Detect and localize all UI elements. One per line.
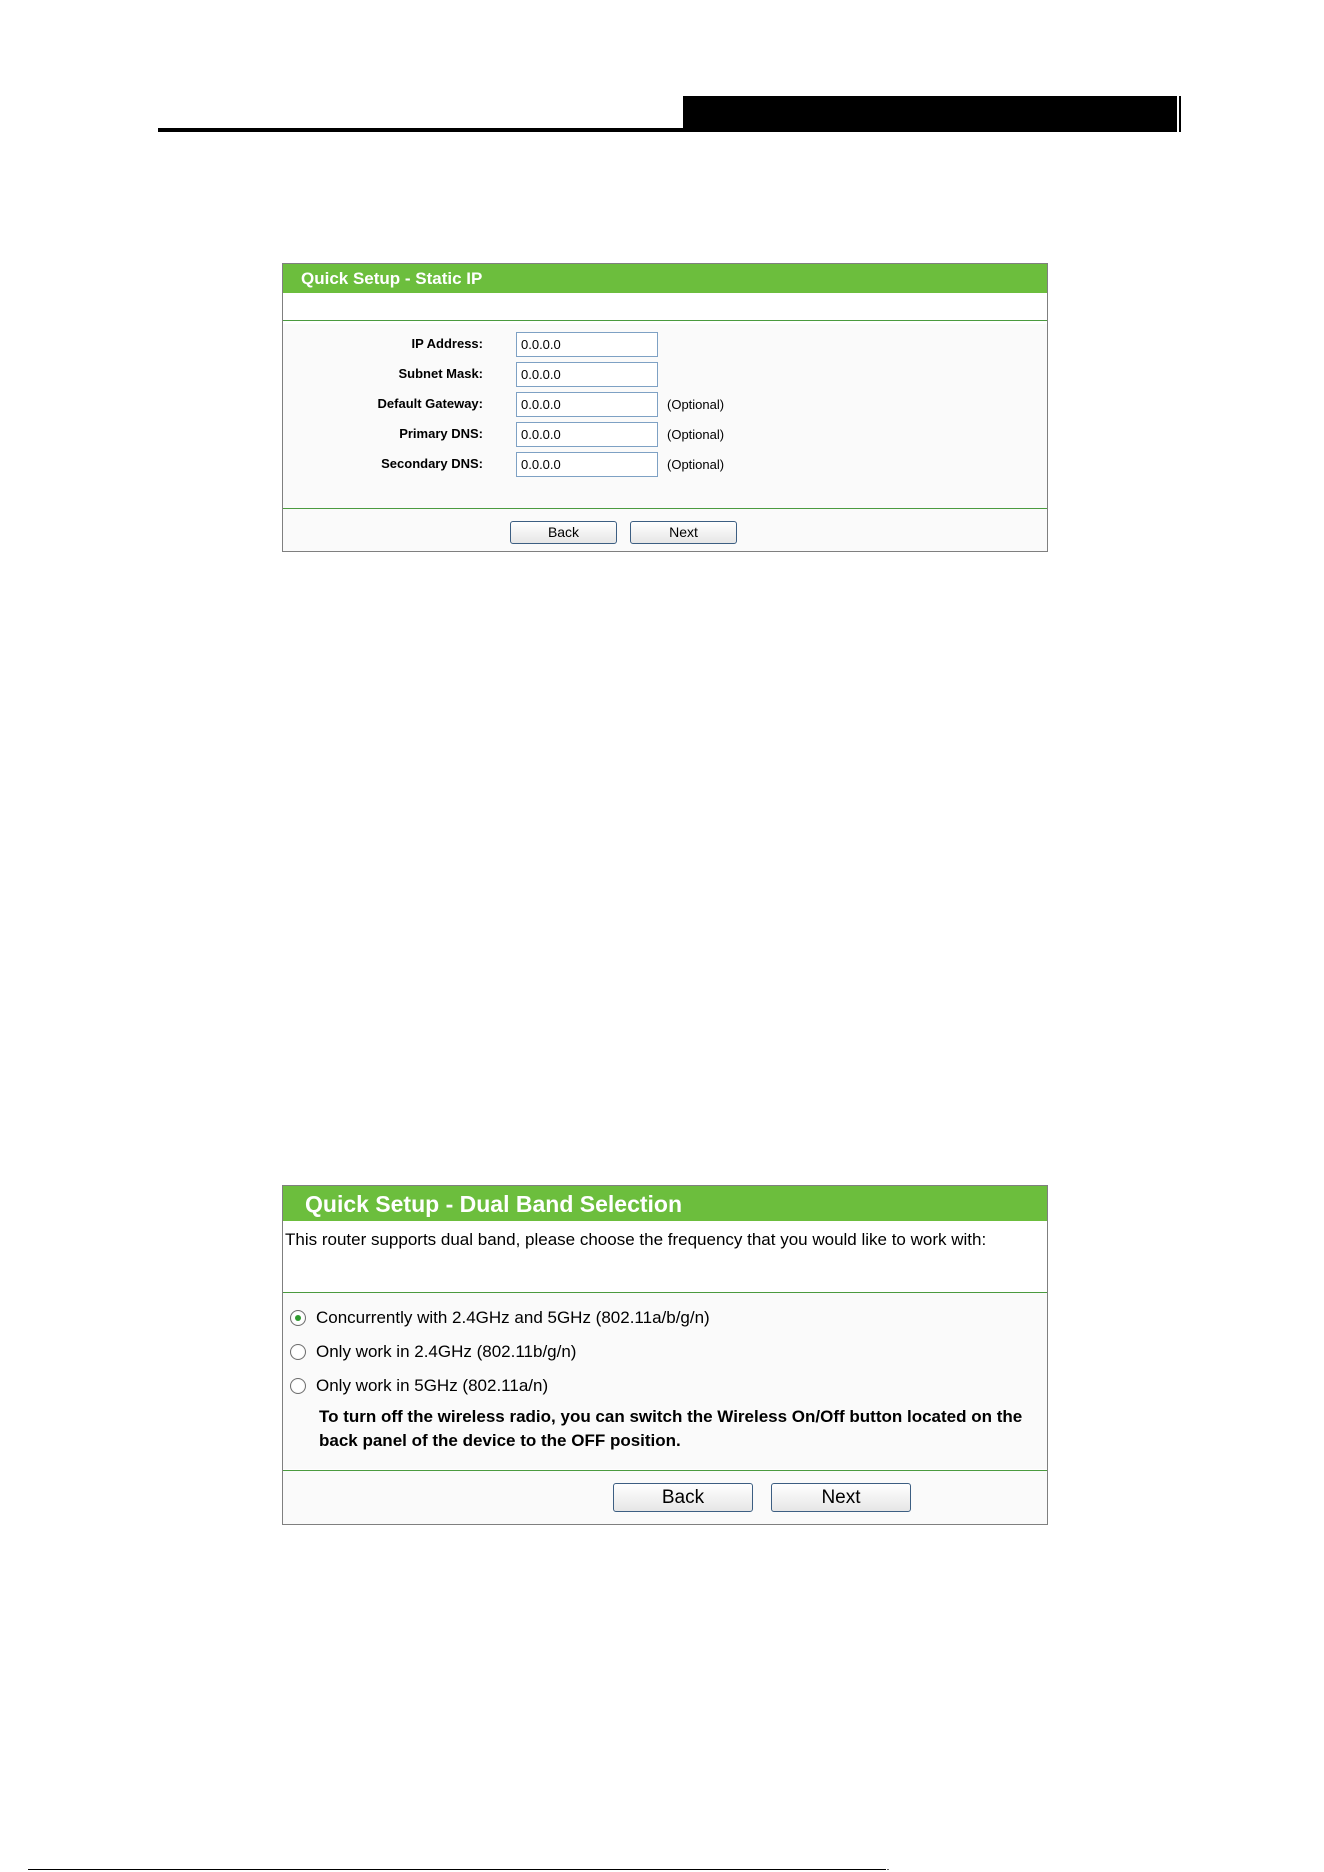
next-button[interactable]: Next <box>771 1483 911 1512</box>
secondary-dns-row <box>283 452 1047 478</box>
primary-dns-label: Primary DNS: <box>399 426 483 441</box>
title-separator <box>283 320 1047 321</box>
radio-unchecked-icon[interactable] <box>290 1344 306 1360</box>
footer-mark <box>887 1869 889 1870</box>
panel-title: Quick Setup - Dual Band Selection <box>283 1186 1047 1222</box>
option-label: Only work in 2.4GHz (802.11b/g/n) <box>316 1342 577 1361</box>
header-block <box>683 96 1177 132</box>
option-label: Only work in 5GHz (802.11a/n) <box>316 1376 549 1395</box>
ip-address-input[interactable] <box>516 332 658 357</box>
secondary-dns-input[interactable] <box>516 452 658 477</box>
secondary-dns-note: (Optional) <box>667 457 725 472</box>
form-body <box>283 324 1047 508</box>
default-gateway-note: (Optional) <box>667 397 725 412</box>
primary-dns-note: (Optional) <box>667 427 725 442</box>
option-5ghz[interactable] <box>290 1373 548 1399</box>
ip-address-row <box>283 332 1047 358</box>
default-gateway-input[interactable] <box>516 392 658 417</box>
subnet-mask-row <box>283 362 1047 388</box>
back-button[interactable]: Back <box>510 521 617 544</box>
radio-checked-icon[interactable] <box>290 1310 306 1326</box>
subnet-mask-label: Subnet Mask: <box>398 366 483 381</box>
secondary-dns-label: Secondary DNS: <box>381 456 483 471</box>
subnet-mask-input[interactable] <box>516 362 658 387</box>
option-concurrent[interactable] <box>290 1305 710 1331</box>
footer-rule <box>28 1869 886 1870</box>
static-ip-panel <box>282 263 1048 552</box>
back-button[interactable]: Back <box>613 1483 753 1512</box>
ip-address-label: IP Address: <box>411 336 483 351</box>
wireless-off-note: To turn off the wireless radio, you can switch the Wireless On/Off button located on the back panel of the device to the OFF position. <box>319 1407 1023 1450</box>
panel-title: Quick Setup - Static IP <box>283 264 1047 294</box>
radio-unchecked-icon[interactable] <box>290 1378 306 1394</box>
default-gateway-label: Default Gateway: <box>377 396 483 411</box>
option-2-4ghz[interactable] <box>290 1339 576 1365</box>
primary-dns-input[interactable] <box>516 422 658 447</box>
intro-text: This router supports dual band, please choose the frequency that you would like to work with: <box>285 1230 987 1249</box>
primary-dns-row <box>283 422 1047 448</box>
option-label: Concurrently with 2.4GHz and 5GHz (802.11a/b/g/n) <box>316 1308 710 1327</box>
default-gateway-row <box>283 392 1047 418</box>
next-button[interactable]: Next <box>630 521 737 544</box>
dual-band-panel <box>282 1185 1048 1525</box>
